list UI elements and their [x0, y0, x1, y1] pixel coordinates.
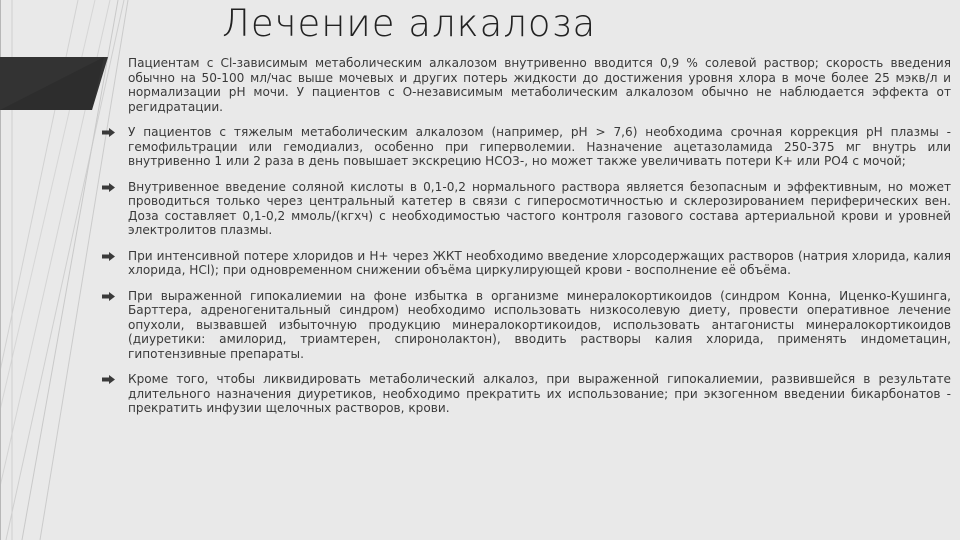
bullet-item [99, 372, 951, 416]
paragraph-intro [99, 56, 951, 114]
bullet-item [99, 125, 951, 169]
arrow-bullet-icon [102, 375, 115, 384]
bullet-text: У пациентов с тяжелым метаболическим алкалозом (например, pH > 7,6) необходима срочная коррекция pH плазмы - гемофильтрации или гемодиализ, особенно при гиперволемии. Назначение ацетазоламида 250-375 мг внутрь или внутривенно 1 или 2 раза в день повышает экскрецию HCO3-, но может также увеличивать потери K+ или PO4 с мочой; [128, 125, 951, 168]
arrow-bullet-icon [102, 183, 115, 192]
bullet-item [99, 289, 951, 362]
slide-title: Лечение алкалоза [222, 2, 597, 45]
arrow-bullet-icon [102, 128, 115, 137]
arrow-bullet-icon [102, 292, 115, 301]
bullet-text: Кроме того, чтобы ликвидировать метаболический алкалоз, при выраженной гипокалиемии, развившейся в результате длительного назначения диуретиков, необходимо прекратить их использование; при экзогенном введении бикарбонатов - прекратить инфузии щелочных растворов, крови. [128, 372, 951, 415]
bullet-text: При интенсивной потере хлоридов и H+ через ЖКТ необходимо введение хлорсодержащих растворов (натрия хлорида, калия хлорида, HCl); при одновременном снижении объёма циркулирующей крови - восполнение её объёма. [128, 248, 951, 277]
arrow-bullet-icon [102, 252, 115, 261]
bullet-text: При выраженной гипокалиемии на фоне избытка в организме минералокортикоидов (синдром Конна, Иценко-Кушинга, Барттера, адреногенитальный синдром) необходимо использовать низкосолевую диету, провести оперативное лечение опухоли, вызвавшей избыточную продукцию минералокортикоидов, использовать антагонисты минералокортикоидов (диуретики: амилорид, триамтерен, спиронолактон), вводить растворы калия хлорида, применять индометацин, гипотензивные препараты. [128, 288, 951, 361]
bullet-item [99, 180, 951, 238]
bullet-item [99, 249, 951, 278]
paragraph-text: Пациентам с Cl-зависимым метаболическим алкалозом внутривенно вводится 0,9 % солевой раствор; скорость введения обычно на 50-100 мл/час выше мочевых и других потерь жидкости до достижения уровня хлора в моче более 25 мэкв/л и нормализации pH мочи. У пациентов с О-независимым метаболическим алкалозом обычно не наблюдается эффекта от регидратации. [128, 56, 951, 114]
bullet-text: Внутривенное введение соляной кислоты в 0,1-0,2 нормального раствора является безопасным и эффективным, но может проводиться только через центральный катетер в связи с гиперосмотичностью и склерозированием периферических вен. Доза составляет 0,1-0,2 ммоль/(кгxч) с необходимостью частого контроля газового состава артериальной крови и уровней электролитов плазмы. [128, 179, 951, 237]
slide-content [99, 56, 951, 416]
